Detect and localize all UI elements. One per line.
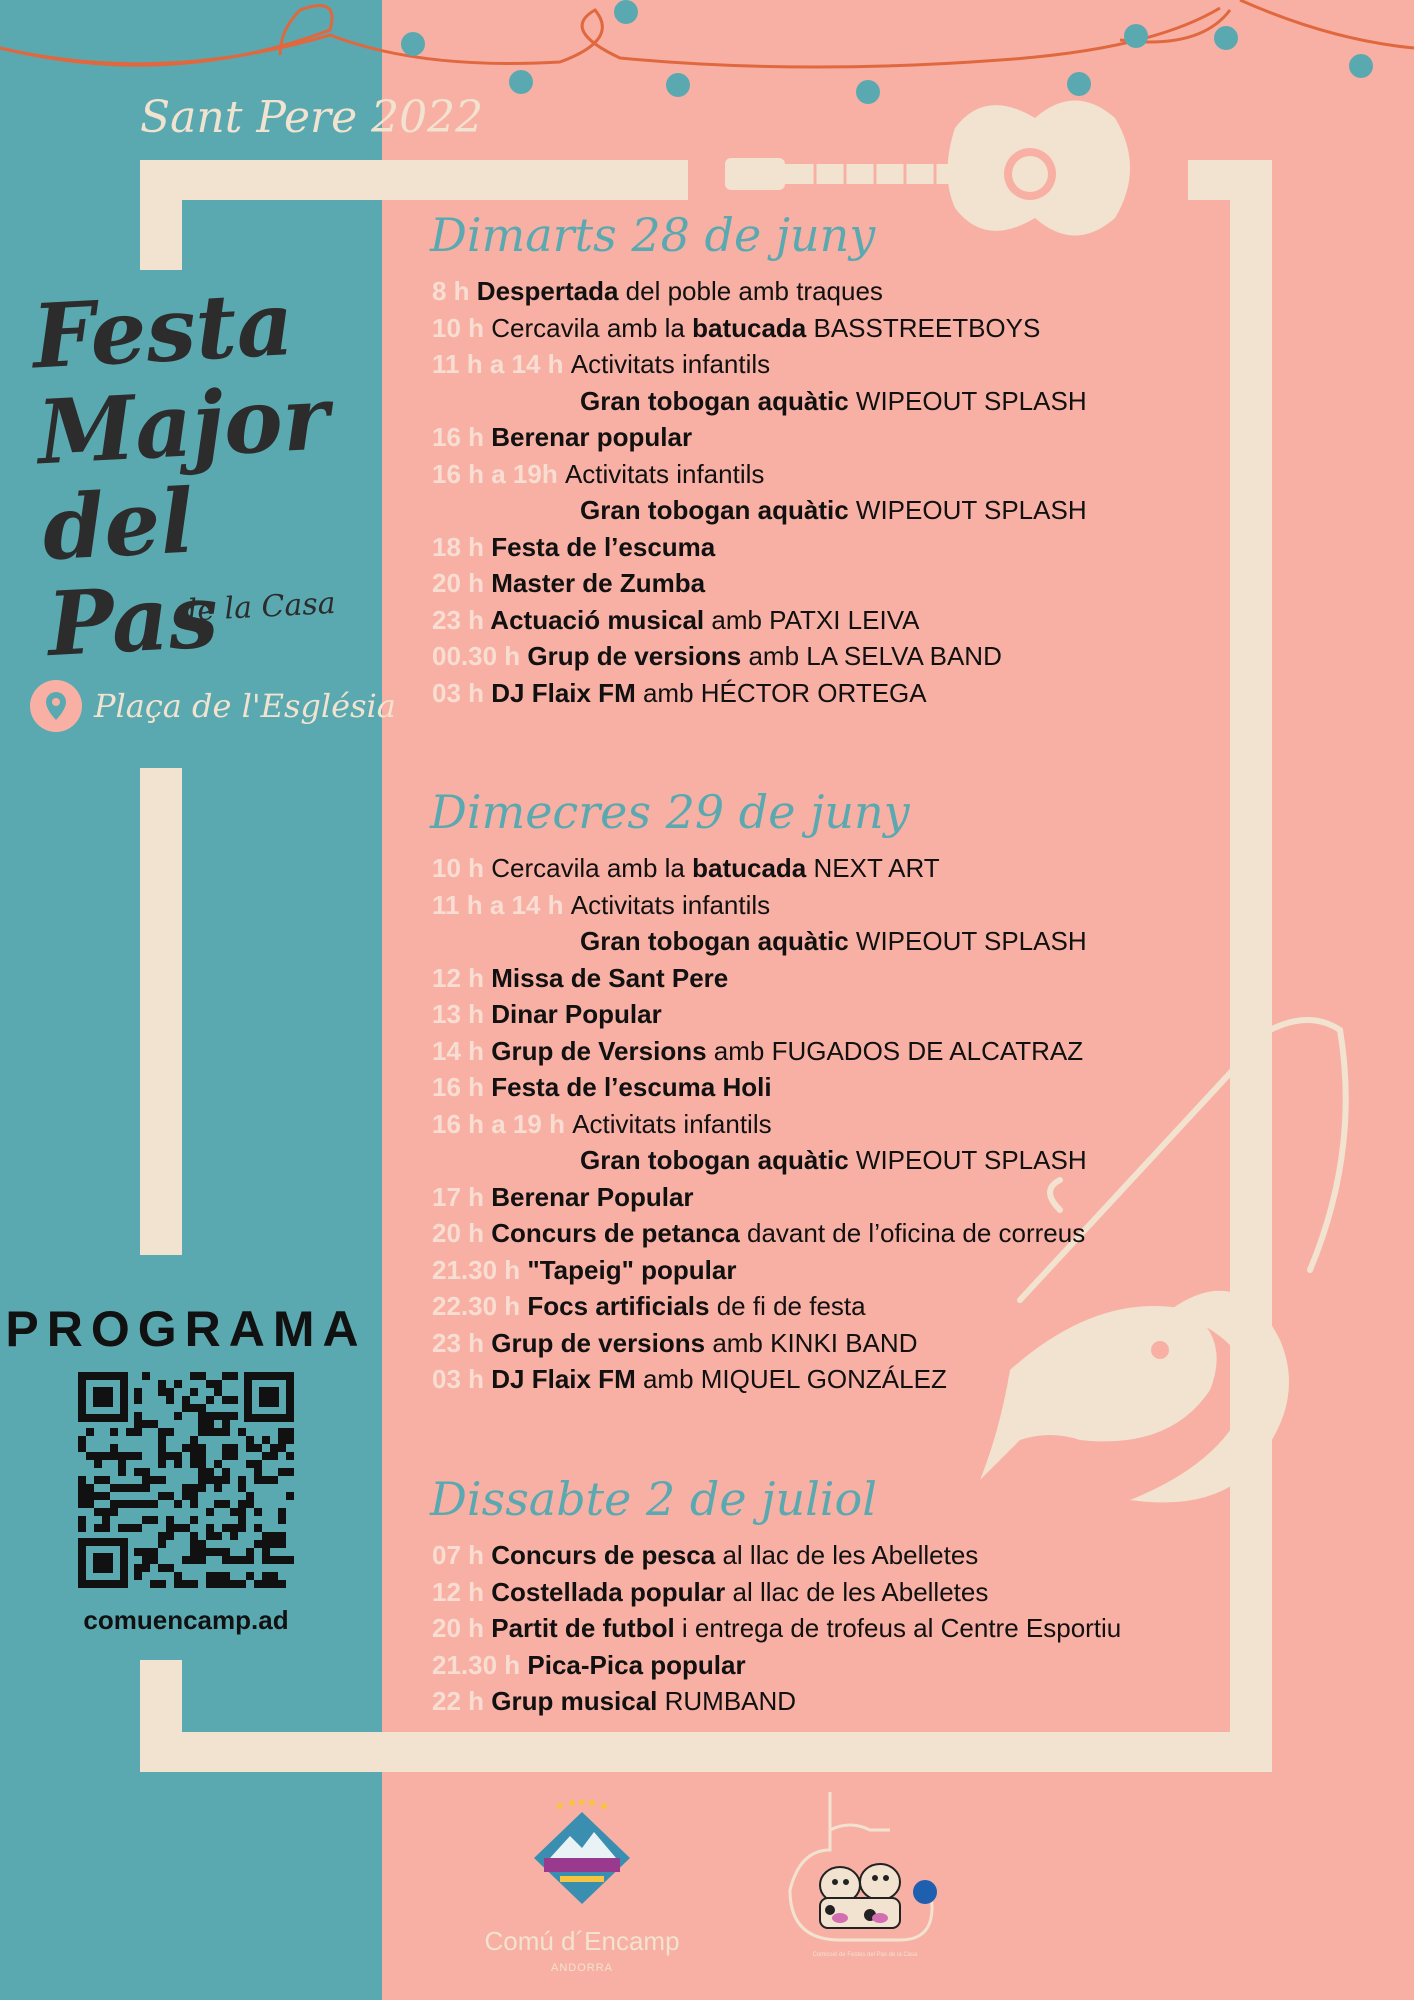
event-detail: del poble amb traques xyxy=(618,276,883,306)
event-time: 10 h xyxy=(432,853,492,883)
event-time: 07 h xyxy=(432,1540,492,1570)
event-time: 20 h xyxy=(432,568,492,598)
event-name: Gran tobogan aquàtic xyxy=(580,1145,849,1175)
event-time: 16 h xyxy=(432,1072,492,1102)
event-time: 16 h xyxy=(432,422,492,452)
event-name: Grup musical xyxy=(491,1686,658,1716)
event-time: 03 h xyxy=(432,677,492,708)
event-name: Gran tobogan aquàtic xyxy=(580,926,849,956)
event-time: 03 h xyxy=(432,1364,492,1394)
comu-encamp-name: Comú d´Encamp xyxy=(484,1926,680,1956)
frame-left-middle xyxy=(140,768,182,1255)
event-name: Costellada popular xyxy=(491,1576,726,1607)
event-prefix: Cercavila amb la xyxy=(491,853,693,883)
event-time: 16 h a 19 h xyxy=(432,1108,573,1139)
day-title-3: Dissabte 2 de juliol xyxy=(430,1472,877,1526)
event-time: 10 h xyxy=(432,312,492,343)
event-row xyxy=(432,1537,1121,1574)
comissio-name: Comissió de Festes del Pas de la Casa xyxy=(812,1952,918,1958)
event-row xyxy=(432,602,1087,639)
event-time: 12 h xyxy=(432,1576,492,1607)
event-time: 12 h xyxy=(432,962,492,993)
event-row xyxy=(432,456,1087,493)
event-detail: Activitats infantils xyxy=(570,349,771,379)
map-pin-icon xyxy=(30,680,82,732)
event-row xyxy=(432,346,1087,383)
event-detail: amb KINKI BAND xyxy=(705,1327,918,1358)
event-detail: Activitats infantils xyxy=(564,458,765,489)
event-name: Missa de Sant Pere xyxy=(491,962,729,993)
event-row xyxy=(432,1574,1121,1611)
event-name: batucada xyxy=(692,312,807,343)
event-name: Gran tobogan aquàtic xyxy=(580,495,849,525)
event-time: 14 h xyxy=(432,1035,492,1066)
festa-title-line3: del Pas xyxy=(40,468,221,677)
edition-title: Sant Pere 2022 xyxy=(140,92,484,143)
event-detail: amb FUGADOS DE ALCATRAZ xyxy=(706,1035,1084,1066)
event-time: 23 h xyxy=(432,604,491,635)
event-name: Focs artificials xyxy=(527,1291,710,1321)
event-row xyxy=(432,492,1087,529)
event-row xyxy=(432,887,1087,924)
comu-encamp-subtitle: ANDORRA xyxy=(550,1962,613,1974)
event-detail: WIPEOUT SPLASH xyxy=(848,385,1087,416)
cows-logo xyxy=(780,1790,950,1950)
event-name: Berenar Popular xyxy=(491,1181,694,1212)
event-time: 23 h xyxy=(432,1327,492,1358)
event-row xyxy=(432,273,1087,310)
event-name: Dinar Popular xyxy=(491,999,662,1029)
events-day-1 xyxy=(432,273,1087,711)
events-day-2 xyxy=(432,850,1087,1398)
event-row xyxy=(432,675,1087,712)
event-detail: WIPEOUT SPLASH xyxy=(848,926,1087,956)
event-time: 11 h a 14 h xyxy=(432,349,571,379)
event-row xyxy=(432,1033,1087,1070)
location xyxy=(30,680,396,732)
event-detail: amb HÉCTOR ORTEGA xyxy=(635,677,927,708)
event-row xyxy=(432,1361,1087,1398)
event-row xyxy=(432,419,1087,456)
event-detail: de fi de festa xyxy=(709,1291,866,1321)
event-time: 11 h a 14 h xyxy=(432,889,571,920)
event-detail: Activitats infantils xyxy=(572,1108,772,1139)
event-time: 18 h xyxy=(432,531,492,562)
qr-code[interactable] xyxy=(78,1372,294,1588)
event-name: Festa de l’escuma xyxy=(491,531,716,562)
event-time: 00.30 h xyxy=(432,641,528,671)
event-detail: i entrega de trofeus al Centre Esportiu xyxy=(674,1613,1122,1643)
frame-bottom xyxy=(140,1732,1272,1772)
event-row xyxy=(432,638,1087,675)
event-name: Despertada xyxy=(476,276,619,306)
event-row xyxy=(432,996,1087,1033)
event-row xyxy=(432,1179,1087,1216)
events-day-3 xyxy=(432,1537,1121,1720)
festa-title-line1: Festa xyxy=(29,270,296,389)
event-prefix: Cercavila amb la xyxy=(491,312,693,343)
website-link[interactable]: comuencamp.ad xyxy=(83,1605,289,1635)
frame-top-left xyxy=(140,160,688,200)
event-row xyxy=(432,1610,1121,1647)
day-title-1: Dimarts 28 de juny xyxy=(430,208,876,262)
event-name: "Tapeig" popular xyxy=(527,1254,737,1285)
event-detail: BASSTREETBOYS xyxy=(806,312,1041,343)
event-detail: al llac de les Abelletes xyxy=(715,1540,979,1570)
event-name: Pica-Pica popular xyxy=(527,1649,746,1680)
event-detail: amb LA SELVA BAND xyxy=(741,641,1002,671)
event-time: 21.30 h xyxy=(432,1254,528,1285)
event-row xyxy=(432,1252,1087,1289)
comu-encamp-logo xyxy=(530,1800,634,1910)
event-detail: davant de l’oficina de correus xyxy=(739,1218,1086,1248)
event-time: 20 h xyxy=(432,1613,492,1643)
event-time: 22.30 h xyxy=(432,1291,528,1321)
event-row xyxy=(432,1288,1087,1325)
event-name: Grup de versions xyxy=(491,1327,706,1358)
event-detail: RUMBAND xyxy=(657,1686,797,1716)
event-row xyxy=(432,960,1087,997)
event-name: Gran tobogan aquàtic xyxy=(580,385,849,416)
event-detail: amb MIQUEL GONZÁLEZ xyxy=(635,1364,947,1394)
event-name: batucada xyxy=(692,853,807,883)
event-row xyxy=(432,923,1087,960)
event-row xyxy=(432,383,1087,420)
event-row xyxy=(432,1325,1087,1362)
event-time: 16 h a 19h xyxy=(432,458,565,489)
event-name: Concurs de petanca xyxy=(491,1218,740,1248)
event-row xyxy=(432,1069,1087,1106)
event-row xyxy=(432,1142,1087,1179)
event-time: 13 h xyxy=(432,999,492,1029)
event-row xyxy=(432,1647,1121,1684)
event-name: DJ Flaix FM xyxy=(491,1364,636,1394)
event-name: Partit de futbol xyxy=(491,1613,675,1643)
event-detail: Activitats infantils xyxy=(570,889,771,920)
event-row xyxy=(432,310,1087,347)
festa-subtitle: de la Casa xyxy=(177,585,337,630)
event-detail: WIPEOUT SPLASH xyxy=(848,1145,1087,1175)
event-detail: WIPEOUT SPLASH xyxy=(848,495,1087,525)
event-name: Concurs de pesca xyxy=(491,1540,716,1570)
event-name: Grup de versions xyxy=(527,641,742,671)
event-name: DJ Flaix FM xyxy=(491,677,636,708)
event-row xyxy=(432,565,1087,602)
event-detail: amb PATXI LEIVA xyxy=(704,604,920,635)
event-name: Master de Zumba xyxy=(491,568,706,598)
event-detail: NEXT ART xyxy=(806,853,940,883)
programa-label: PROGRAMA xyxy=(5,1301,367,1357)
event-detail: al llac de les Abelletes xyxy=(725,1576,989,1607)
event-name: Grup de Versions xyxy=(491,1035,707,1066)
event-row xyxy=(432,529,1087,566)
event-name: Actuació musical xyxy=(490,604,705,635)
event-name: Berenar popular xyxy=(491,422,693,452)
event-time: 20 h xyxy=(432,1218,492,1248)
location-text: Plaça de l'Església xyxy=(94,687,396,725)
event-row xyxy=(432,850,1087,887)
event-row xyxy=(432,1683,1121,1720)
event-time: 22 h xyxy=(432,1686,492,1716)
frame-right xyxy=(1230,160,1272,1772)
frame-left-top xyxy=(140,160,182,270)
event-time: 8 h xyxy=(432,276,477,306)
event-name: Festa de l’escuma Holi xyxy=(491,1072,772,1102)
event-row xyxy=(432,1215,1087,1252)
event-time: 21.30 h xyxy=(432,1649,528,1680)
festa-title-line2: Major xyxy=(34,365,332,485)
day-title-2: Dimecres 29 de juny xyxy=(430,785,910,839)
event-row xyxy=(432,1106,1087,1143)
event-time: 17 h xyxy=(432,1181,492,1212)
